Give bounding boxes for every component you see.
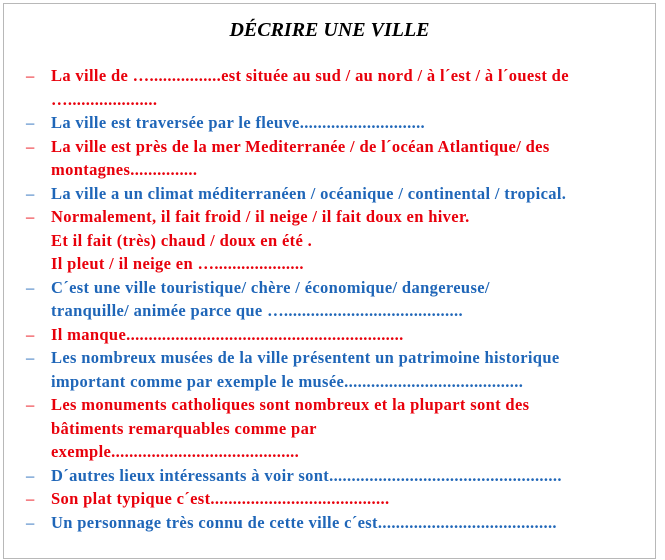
- page-title: DÉCRIRE UNE VILLE: [229, 19, 430, 41]
- sentence-line: Et il fait (très) chaud / doux en été .: [51, 230, 313, 250]
- list-item: [4, 135, 657, 182]
- sentence-line: Les monuments catholiques sont nombreux et la plupart sont des: [51, 395, 530, 414]
- list-item: [4, 111, 657, 135]
- sentence-line: Les nombreux musées de la ville présentent un patrimoine historique: [51, 348, 560, 367]
- dash-bullet-icon: –: [26, 277, 35, 297]
- sentence-line: La ville de …................est située au sud / au nord / à l´est / à l´ouest de: [51, 66, 569, 85]
- sentence-line: C´est une ville touristique/ chère / économique/ dangereuse/: [51, 277, 490, 297]
- dash-bullet-icon: –: [26, 512, 35, 532]
- worksheet-page: [3, 3, 656, 559]
- list-item: [4, 64, 657, 111]
- list-item: [4, 205, 657, 276]
- dash-bullet-icon: –: [26, 113, 35, 132]
- dash-bullet-icon: –: [26, 348, 35, 367]
- dash-bullet-icon: –: [26, 395, 35, 414]
- list-item: [4, 511, 657, 535]
- list-item: [4, 276, 657, 323]
- sentence-line: La ville a un climat méditerranéen / océanique / continental / tropical.: [51, 183, 567, 203]
- sentence-line: Son plat typique c´est........................................: [51, 489, 390, 508]
- list-item: [4, 182, 657, 206]
- dash-bullet-icon: –: [26, 489, 35, 508]
- dash-bullet-icon: –: [26, 207, 35, 226]
- sentence-line: La ville est près de la mer Mediterranée / de l´océan Atlantique/ des: [51, 136, 550, 156]
- sentence-line: Un personnage très connu de cette ville c´est........................................: [51, 512, 557, 532]
- list-item: [4, 346, 657, 393]
- list-item: [4, 464, 657, 488]
- sentence-line: tranquille/ animée parce que …........................................: [51, 301, 463, 320]
- dash-bullet-icon: –: [26, 324, 35, 344]
- sentence-line: Il manque..............................................................: [51, 324, 404, 344]
- sentence-line: La ville est traversée par le fleuve............................: [51, 113, 426, 132]
- sentence-line: important comme par exemple le musée........................................: [51, 371, 524, 391]
- sentence-list: [4, 64, 657, 534]
- sentence-line: D´autres lieux intéressants à voir sont....................................................: [51, 465, 562, 485]
- dash-bullet-icon: –: [26, 183, 35, 203]
- sentence-line: …....................: [51, 89, 158, 109]
- sentence-line: Il pleut / il neige en …....................: [51, 254, 304, 273]
- dash-bullet-icon: –: [26, 66, 35, 85]
- sentence-line: bâtiments remarquables comme par: [51, 418, 317, 438]
- dash-bullet-icon: –: [26, 136, 35, 156]
- dash-bullet-icon: –: [26, 465, 35, 485]
- sentence-line: montagnes...............: [51, 160, 198, 179]
- sentence-line: Normalement, il fait froid / il neige / il fait doux en hiver.: [51, 207, 470, 226]
- list-item: [4, 487, 657, 511]
- list-item: [4, 393, 657, 464]
- sentence-line: exemple..........................................: [51, 442, 300, 461]
- list-item: [4, 323, 657, 347]
